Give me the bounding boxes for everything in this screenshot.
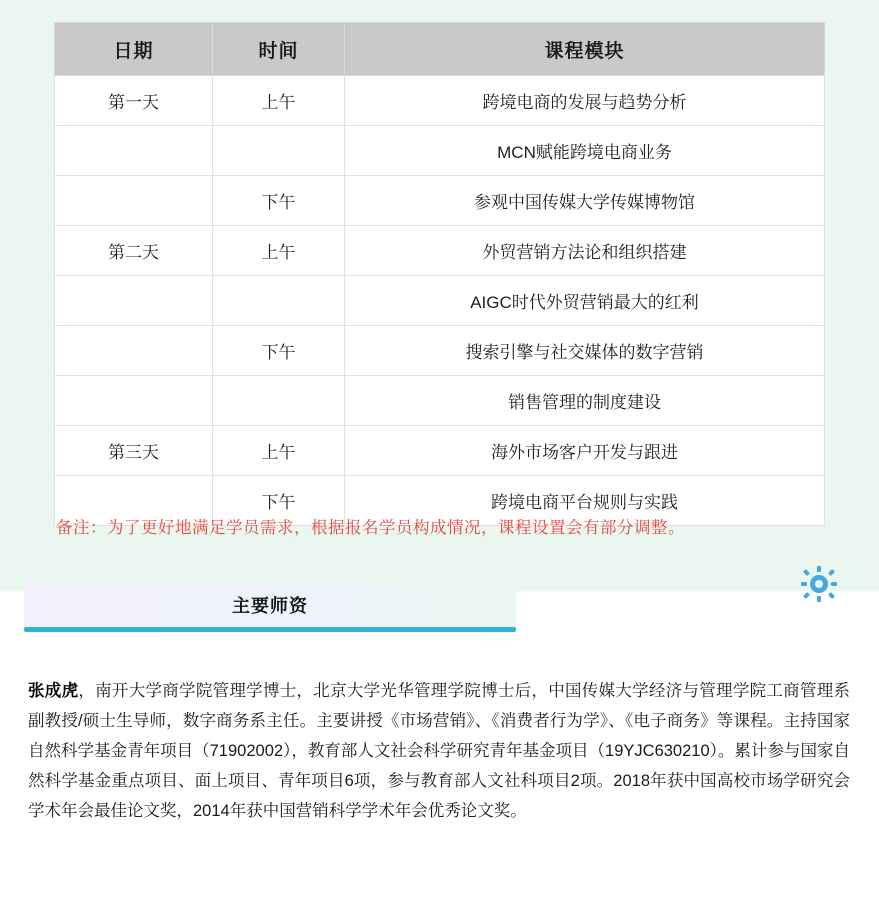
cell-module: 搜索引擎与社交媒体的数字营销 xyxy=(345,326,825,376)
cell-date: 第二天 xyxy=(55,226,213,276)
table-row xyxy=(55,426,825,476)
table-header-row xyxy=(55,23,825,76)
table-row xyxy=(55,126,825,176)
cell-date: 第一天 xyxy=(55,76,213,126)
cell-date xyxy=(55,376,213,426)
cell-module: 跨境电商平台规则与实践 xyxy=(345,476,825,526)
cell-module: 销售管理的制度建设 xyxy=(345,376,825,426)
cell-module: MCN赋能跨境电商业务 xyxy=(345,126,825,176)
cell-time: 上午 xyxy=(213,76,345,126)
section-header-faculty xyxy=(24,583,516,627)
cell-date xyxy=(55,326,213,376)
cell-module: AIGC时代外贸营销最大的红利 xyxy=(345,276,825,326)
cell-time xyxy=(213,376,345,426)
faculty-name: 张成虎 xyxy=(28,682,79,700)
column-header-time: 时间 xyxy=(213,23,345,76)
table-row xyxy=(55,326,825,376)
section-title: 主要师资 xyxy=(232,596,308,616)
cell-module: 外贸营销方法论和组织搭建 xyxy=(345,226,825,276)
cell-module: 海外市场客户开发与跟进 xyxy=(345,426,825,476)
column-header-date: 日期 xyxy=(55,23,213,76)
cell-time: 下午 xyxy=(213,326,345,376)
cell-date: 第三天 xyxy=(55,426,213,476)
faculty-bio-text: ，南开大学商学院管理学博士，北京大学光华管理学院博士后，中国传媒大学经济与管理学院工商管理系副教授/硕士生导师，数字商务系主任。主要讲授《市场营销》、《消费者行为学》、《电子商务》等课程。主持国家自然科学基金青年项目（71902002），教育部人文社会科学研究青年基金项目（19YJC630210）。累计参与国家自然科学基金重点项目、面上项目、青年项目6项，参与教育部人文社科项目2项。2018年获中国高校市场学研究会学术年会最佳论文奖，2014年获中国营销科学学术年会优秀论文奖。 xyxy=(28,682,850,820)
table-row xyxy=(55,176,825,226)
cell-time xyxy=(213,276,345,326)
schedule-note: 备注：为了更好地满足学员需求，根据报名学员构成情况，课程设置会有部分调整。 xyxy=(56,519,685,537)
cell-module: 参观中国传媒大学传媒博物馆 xyxy=(345,176,825,226)
cell-time: 下午 xyxy=(213,476,345,526)
cell-time: 上午 xyxy=(213,426,345,476)
column-header-module: 课程模块 xyxy=(345,23,825,76)
cell-date xyxy=(55,176,213,226)
course-schedule-table xyxy=(54,22,825,526)
cell-time: 下午 xyxy=(213,176,345,226)
table-row xyxy=(55,376,825,426)
cell-module: 跨境电商的发展与趋势分析 xyxy=(345,76,825,126)
cell-time xyxy=(213,126,345,176)
course-schedule-table-wrapper xyxy=(54,22,824,526)
section-underline xyxy=(24,627,516,632)
table-row xyxy=(55,276,825,326)
gear-icon xyxy=(801,566,837,602)
cell-date xyxy=(55,126,213,176)
table-row xyxy=(55,76,825,126)
faculty-bio xyxy=(28,676,850,826)
cell-date xyxy=(55,276,213,326)
cell-time: 上午 xyxy=(213,226,345,276)
table-row xyxy=(55,226,825,276)
